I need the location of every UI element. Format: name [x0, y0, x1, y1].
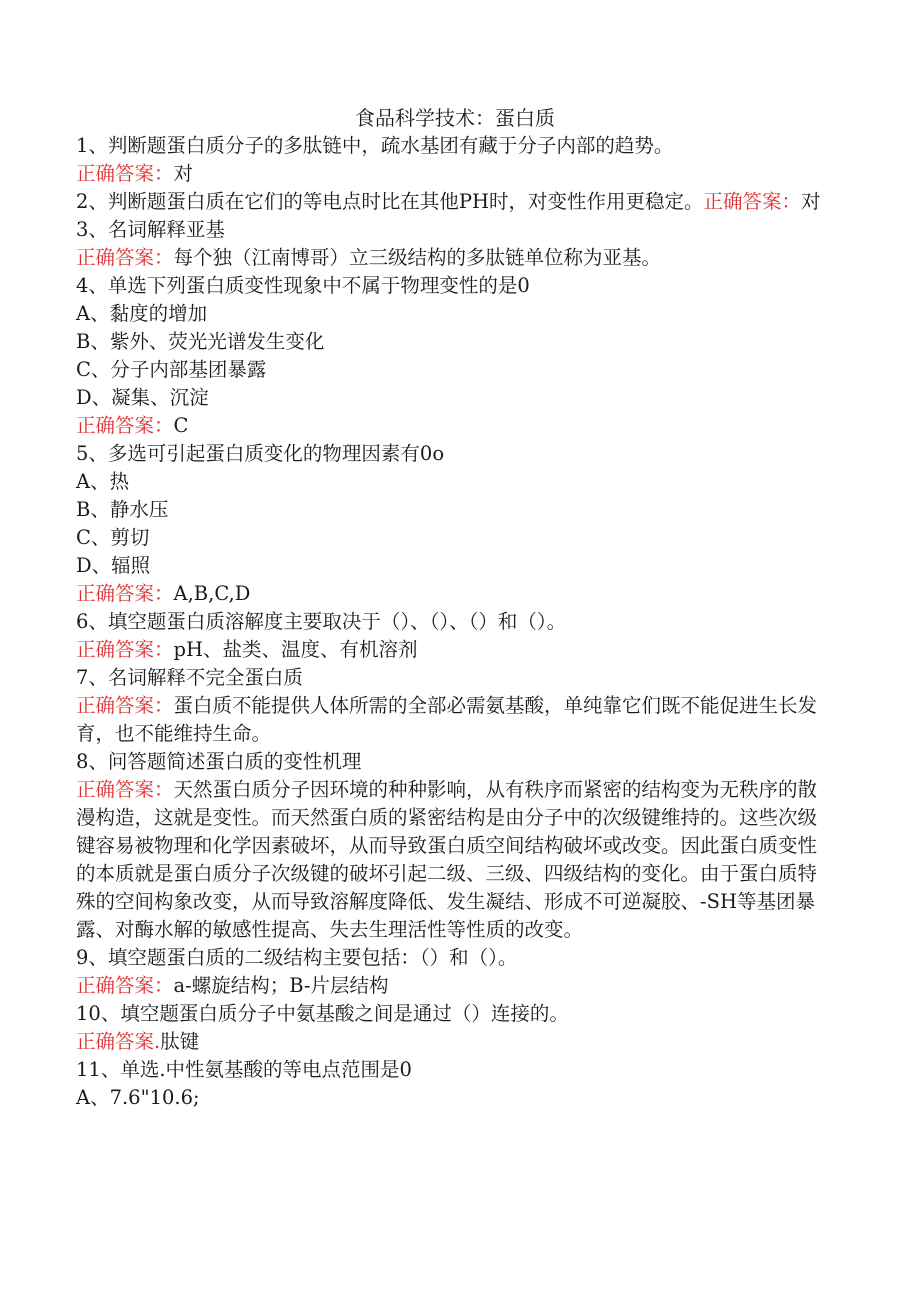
answer-text: 对: [801, 190, 821, 213]
option-4c: C、分子内部基团暴露: [76, 358, 267, 381]
option-5d: D、辐照: [76, 554, 151, 577]
answer-6: [76, 636, 826, 664]
answer-10: [76, 1028, 826, 1056]
answer-9: [76, 972, 826, 1000]
question-3: 3、名词解释亚基: [76, 218, 225, 241]
option-5b: B、静水压: [76, 498, 169, 521]
option-4b: B、紫外、荧光光谱发生变化: [76, 330, 325, 353]
answer-label: 正确答案：: [76, 974, 174, 997]
answer-label: 正确答案：: [703, 190, 802, 213]
answer-label: 正确答案：: [76, 638, 174, 661]
answer-text: 对: [173, 162, 194, 185]
option-5a: A、热: [76, 470, 130, 493]
answer-text: 肽键: [160, 1030, 200, 1053]
answer-text: a-螺旋结构；B-片层结构: [173, 974, 389, 997]
question-8: 8、问答题简述蛋白质的变性机理: [76, 750, 362, 773]
question-1: 1、判断题蛋白质分子的多肽链中，疏水基团有藏于分子内部的趋势。: [76, 134, 674, 157]
answer-8: [76, 776, 826, 944]
question-text: 2、判断题蛋白质在它们的等电点时比在其他PH时，对变性作用更稳定。: [76, 190, 704, 213]
option-4d: D、凝集、沉淀: [76, 386, 209, 409]
document-page: [76, 104, 826, 1112]
answer-text: A,B,C,D: [173, 582, 251, 605]
answer-text: C: [173, 414, 189, 437]
answer-1: [76, 160, 826, 188]
answer-label: 正确答案：: [76, 778, 174, 801]
question-5: 5、多选可引起蛋白质变化的物理因素有0o: [76, 442, 445, 465]
question-6: 6、填空题蛋白质溶解度主要取决于（）、（）、（）和（）。: [76, 610, 567, 633]
option-5c: C、剪切: [76, 526, 150, 549]
question-7: 7、名词解释不完全蛋白质: [76, 666, 303, 689]
answer-label: 正确答案.: [76, 1030, 161, 1053]
answer-label: 正确答案：: [76, 694, 174, 717]
answer-7: [76, 692, 826, 748]
question-4: 4、单选下列蛋白质变性现象中不属于物理变性的是0: [76, 274, 530, 297]
answer-label: 正确答案：: [76, 246, 174, 269]
question-11: 11、单选.中性氨基酸的等电点范围是0: [76, 1058, 412, 1081]
answer-label: 正确答案：: [76, 162, 174, 185]
answer-text: 天然蛋白质分子因环境的种种影响，从有秩序而紧密的结构变为无秩序的散漫构造，这就是变性。而天然蛋白质的紧密结构是由分子中的次级键维持的。这些次级键容易被物理和化学因素破坏，从而导致蛋白质空间结构破坏或改变。因此蛋白质变性的本质就是蛋白质分子次级键的破坏引起二级、三级、四级结构的变化。由于蛋白质特殊的空间构象改变，从而导致溶解度降低、发生凝结、形成不可逆凝胶、-SH等基团暴露、对酶水解的敏感性提高、失去生理活性等性质的改变。: [76, 778, 818, 941]
answer-text: 蛋白质不能提供人体所需的全部必需氨基酸，单纯靠它们既不能促进生长发育，也不能维持生命。: [76, 694, 818, 745]
answer-label: 正确答案：: [76, 582, 174, 605]
question-2: [76, 188, 826, 216]
option-11a: A、7.6"10.6;: [76, 1086, 200, 1109]
option-4a: A、黏度的增加: [76, 302, 208, 325]
answer-text: pH、盐类、温度、有机溶剂: [173, 638, 418, 661]
question-9: 9、填空题蛋白质的二级结构主要包括：（）和（）。: [76, 946, 518, 969]
answer-text: 每个独（江南博哥）立三级结构的多肽链单位称为亚基。: [173, 246, 662, 269]
answer-3: [76, 244, 826, 272]
answer-5: [76, 580, 826, 608]
answer-label: 正确答案：: [76, 414, 174, 437]
question-10: 10、填空题蛋白质分子中氨基酸之间是通过（）连接的。: [76, 1002, 569, 1025]
document-title: 食品科学技术：蛋白质: [355, 106, 555, 130]
answer-4: [76, 412, 826, 440]
